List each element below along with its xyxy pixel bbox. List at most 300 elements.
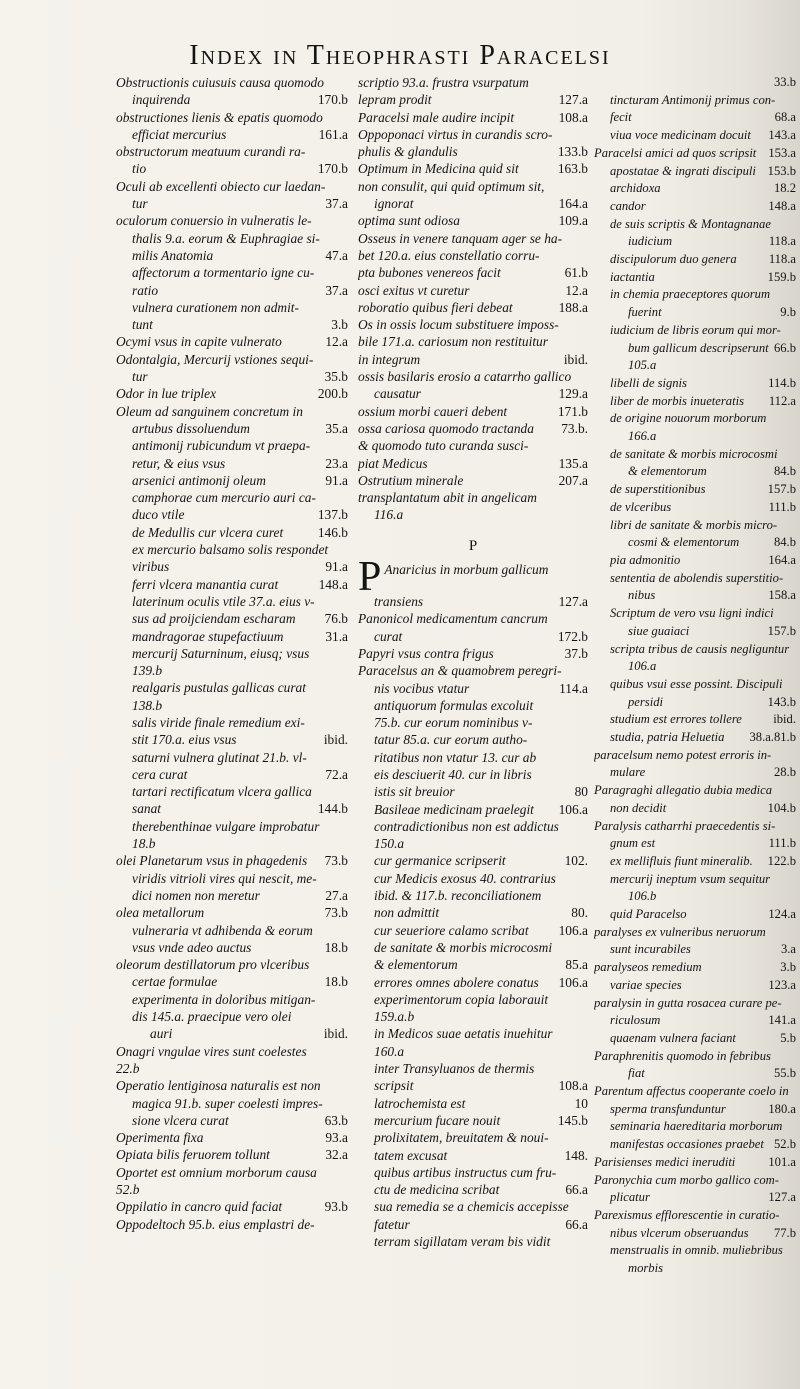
index-line (594, 641, 796, 659)
page-ref: 76.b (324, 611, 348, 627)
page-ref: 35.b (324, 369, 348, 385)
index-line (594, 1154, 796, 1172)
page-ref: 33.b (773, 75, 796, 89)
index-line (116, 1060, 348, 1077)
index-line (594, 552, 796, 570)
entry-text: prolixitatem, breuitatem & noui- (374, 1130, 549, 1146)
entry-text: non consulit, qui quid optimum sit, (358, 178, 545, 194)
entry-text: tatem excusat (374, 1147, 448, 1163)
index-line (116, 749, 348, 766)
entry-text: sperma transfunduntur (610, 1101, 726, 1116)
entry-text: quid Paracelso (610, 907, 687, 922)
page-ref (344, 489, 348, 506)
index-line (116, 593, 348, 610)
entry-text: paralyses ex vulneribus neruorum (594, 924, 766, 939)
entry-text: scripsit (374, 1078, 414, 1094)
page-ref: 68.a (774, 110, 796, 125)
index-line (594, 534, 796, 552)
page-ref (584, 991, 588, 1008)
page-ref: 5.b (780, 1030, 796, 1045)
page-ref (344, 1060, 348, 1077)
page-ref: 170.b (317, 161, 348, 177)
entry-text: Opiata bilis feruorem tollunt (116, 1147, 270, 1163)
page-ref: 84.b (773, 535, 796, 550)
page-ref: 122.b (767, 853, 796, 868)
entry-text: Paralysis catharrhi praecedentis si- (594, 818, 776, 833)
page-ref: 77.b (773, 1225, 796, 1240)
entry-text: cur germanice scripserit (374, 853, 506, 869)
page-ref (584, 1008, 588, 1025)
entry-text: Os in ossis locum substituere imposs- (358, 317, 559, 333)
entry-text: cur seueriore calamo scribat (374, 922, 529, 938)
page-ref: 12.a (565, 282, 588, 298)
page-ref (792, 428, 796, 446)
page-ref: 111.b (768, 836, 796, 851)
index-line (358, 939, 588, 956)
entry-text: duco vtile (132, 507, 185, 523)
entry-text: iudicium (628, 234, 673, 249)
page-ref (584, 247, 588, 264)
entry-text: Paragraghi allegatio dubia medica (594, 783, 773, 798)
index-line (358, 178, 588, 195)
page-ref (584, 714, 588, 731)
page-ref (792, 92, 796, 110)
index-line (594, 764, 796, 782)
entry-text: tunt (132, 317, 153, 333)
index-line (116, 558, 348, 575)
page-ref (344, 212, 348, 229)
entry-text: therebenthinae vulgare improbatur (132, 818, 320, 834)
entry-text: persidi (628, 694, 663, 709)
entry-text: fuerint (628, 305, 662, 320)
entry-text: Paracelsus an & quamobrem peregri- (358, 663, 562, 679)
index-line (358, 1077, 588, 1094)
page-ref: 109.a (558, 213, 588, 229)
entry-text: 18.b (132, 836, 156, 852)
page-ref: 18.b (324, 974, 348, 990)
entry-text: gnum est (610, 836, 656, 851)
page-ref: 180.a (768, 1101, 796, 1116)
page-ref (344, 714, 348, 731)
page-ref: 93.b (324, 1199, 348, 1215)
index-line (358, 91, 588, 108)
page-ref: 161.a (318, 126, 348, 142)
entry-text: sanat (132, 801, 162, 817)
index-line (116, 143, 348, 160)
entry-text: ratio (132, 282, 159, 298)
page-ref: 148. (564, 1147, 588, 1163)
page-ref: 31.a (325, 628, 348, 644)
entry-text: pta bubones venereos facit (358, 265, 501, 281)
index-line (358, 212, 588, 229)
index-line (358, 680, 588, 697)
index-line (358, 714, 588, 731)
entry-text: sus ad proijciendam escharam (132, 611, 296, 627)
index-line (116, 576, 348, 593)
page-ref: 164.a (768, 552, 796, 567)
index-line (358, 472, 588, 489)
entry-text: antimonij rubicundum vt praepa- (132, 438, 311, 454)
index-line (358, 126, 588, 143)
entry-text: magica 91.b. super coelesti impres- (132, 1095, 323, 1111)
page-ref (344, 178, 348, 195)
entry-text: Operatio lentiginosa naturalis est non (116, 1078, 321, 1094)
entry-text: laterinum oculis vtile 37.a. eius v- (132, 593, 315, 609)
page-ref (344, 679, 348, 696)
page-ref: 146.b (317, 524, 348, 540)
page-ref: 127.a (768, 1190, 796, 1205)
page-ref (584, 230, 588, 247)
index-line (594, 570, 796, 588)
entry-text: olei Planetarum vsus in phagedenis (116, 853, 308, 869)
index-line (594, 304, 796, 322)
index-line (116, 956, 348, 973)
entry-text: curat (374, 628, 403, 644)
page-ref: 27.a (325, 887, 348, 903)
entry-text: ex mercurio balsamo solis respondet (132, 542, 329, 558)
index-line (116, 835, 348, 852)
page-ref (584, 1198, 588, 1215)
entry-text: ossis basilaris erosio a catarrho gallico (358, 369, 572, 385)
entry-text: mercurij ineptum vsum sequitur (610, 871, 771, 886)
entry-text: Osseus in venere tanquam ager se ha- (358, 230, 563, 246)
entry-text: Odontalgia, Mercurij vstiones sequi- (116, 351, 314, 367)
index-line (594, 1172, 796, 1190)
entry-text: de vlceribus (610, 499, 672, 514)
entry-text: osci exitus vt curetur (358, 282, 470, 298)
page-ref (792, 641, 796, 659)
page-ref (344, 1008, 348, 1025)
page-ref (584, 1233, 588, 1250)
entry-text: ossium morbi caueri debent (358, 403, 508, 419)
entry-text: 22.b (116, 1060, 140, 1076)
index-line (594, 446, 796, 464)
page-ref: 114.b (768, 375, 796, 390)
index-line (594, 1048, 796, 1066)
index-line (358, 766, 588, 783)
index-line (594, 747, 796, 765)
page-ref: 3.a (780, 942, 796, 957)
entry-text: 75.b. cur eorum nominibus v- (374, 715, 533, 731)
entry-text: nis vocibus vtatur (374, 680, 470, 696)
index-line (116, 247, 348, 264)
entry-text: experimentorum copia laborauit (374, 991, 549, 1007)
index-line (594, 676, 796, 694)
entry-text: cera curat (132, 766, 188, 782)
page-ref (584, 1164, 588, 1181)
page-ref: 63.b (324, 1112, 348, 1128)
page-ref (792, 747, 796, 765)
index-line (358, 1181, 588, 1198)
index-line (594, 871, 796, 889)
index-line (116, 351, 348, 368)
index-line (116, 697, 348, 714)
page-ref: 207.a (558, 472, 588, 488)
index-column-3 (594, 74, 796, 1389)
index-line (594, 782, 796, 800)
page-header: Index in Theophrasti Paracelsi (189, 40, 611, 71)
entry-text: phulis & glandulis (358, 144, 458, 160)
entry-text: ferri vlcera manantia curat (132, 576, 279, 592)
page-ref: 200.b (317, 386, 348, 402)
dropcap-entry (358, 554, 588, 601)
page-ref (344, 1216, 348, 1233)
index-line (358, 506, 588, 523)
page-ref (584, 887, 588, 904)
page-ref: ibid. (563, 351, 588, 367)
page-ref: 144.b (317, 801, 348, 817)
index-line (116, 1095, 348, 1112)
index-line (358, 1147, 588, 1164)
page-ref: 148.a (768, 198, 796, 213)
entry-text: inquirenda (132, 92, 191, 108)
page-ref (792, 924, 796, 942)
page-ref: 106.a (558, 922, 588, 938)
index-line (594, 375, 796, 393)
entry-text: 105.a (628, 358, 657, 373)
index-line (116, 818, 348, 835)
entry-text: affectorum a tormentario igne cu- (132, 265, 315, 281)
entry-text: de Medullis cur vlcera curet (132, 524, 284, 540)
page-ref (792, 782, 796, 800)
entry-text: auri (150, 1026, 173, 1042)
index-line (594, 481, 796, 499)
entry-text: bile 171.a. cariosum non restituitur (358, 334, 548, 350)
index-line (594, 410, 796, 428)
index-line (594, 729, 796, 747)
page-ref: 80. (571, 905, 588, 921)
entry-text: viridis vitrioli vires qui nescit, me- (132, 870, 317, 886)
page-ref: 170.b (317, 92, 348, 108)
index-line (594, 233, 796, 251)
entry-text: olea metallorum (116, 905, 205, 921)
entry-text: de sanitate & morbis microcosmi (374, 939, 553, 955)
entry-text: Scriptum de vero vsu ligni indici (610, 606, 774, 621)
entry-text: libri de sanitate & morbis micro- (610, 517, 778, 532)
index-line (116, 645, 348, 662)
page-ref (584, 731, 588, 748)
page-ref: 9.b (780, 305, 796, 320)
index-line (116, 1112, 348, 1129)
index-line (358, 316, 588, 333)
index-line (116, 74, 348, 91)
page-ref: 80 (574, 784, 588, 800)
page-ref (344, 541, 348, 558)
entry-text: paralyseos remedium (594, 960, 702, 975)
page-ref: 153.b (767, 163, 796, 178)
page-ref: 18.2 (773, 181, 796, 196)
entry-text: Paracelsi amici ad quos scripsit (594, 145, 757, 160)
index-line (116, 1025, 348, 1042)
index-line (594, 393, 796, 411)
page-ref (584, 766, 588, 783)
index-line (594, 74, 796, 92)
page-ref: 143.a (768, 128, 796, 143)
page-ref (584, 74, 588, 91)
index-line (594, 1083, 796, 1101)
entry-text: scripta tribus de causis negliguntur (610, 641, 790, 656)
index-line (594, 658, 796, 676)
entry-text: ibid. & 117.b. reconciliationem (374, 888, 542, 904)
entry-text: Paracelsi male audire incipit (358, 109, 515, 125)
page-ref (792, 1260, 796, 1278)
page-ref: ibid. (323, 732, 348, 748)
page-ref (792, 676, 796, 694)
index-line (116, 403, 348, 420)
page-ref (344, 264, 348, 281)
index-line (116, 1216, 348, 1233)
index-line (594, 216, 796, 234)
index-line (594, 92, 796, 110)
index-line (116, 991, 348, 1008)
index-line (116, 1043, 348, 1060)
entry-text: Anaricius in morbum gallicum (384, 562, 549, 578)
entry-text: Onagri vngulae vires sunt coelestes (116, 1043, 307, 1059)
entry-text: tur (132, 196, 148, 212)
page-ref: 137.b (317, 507, 348, 523)
page-ref (584, 1060, 588, 1077)
entry-text: milis Anatomia (132, 247, 214, 263)
index-line (116, 887, 348, 904)
index-line (358, 489, 588, 506)
index-line (594, 605, 796, 623)
page-ref (792, 871, 796, 889)
page-ref: ibid. (323, 1026, 348, 1042)
entry-text: experimenta in doloribus mitigan- (132, 991, 316, 1007)
index-line (116, 385, 348, 402)
page-ref (584, 1043, 588, 1060)
entry-text: efficiat mercurius (132, 126, 227, 142)
index-line (116, 783, 348, 800)
entry-text: sua remedia se a chemicis accepisse (374, 1199, 569, 1215)
page-ref: 3.b (780, 960, 796, 975)
page-ref: 171.b (557, 403, 588, 419)
page-ref: 12.a (325, 334, 348, 350)
page-ref: ibid. (773, 712, 796, 727)
index-line (358, 991, 588, 1008)
index-line (358, 74, 588, 91)
page-ref: 172.b (557, 628, 588, 644)
index-line (358, 749, 588, 766)
page-ref: 73.b (324, 905, 348, 921)
page-ref (584, 818, 588, 835)
index-line (384, 561, 588, 578)
page-ref (584, 126, 588, 143)
index-line (358, 368, 588, 385)
page-ref (792, 357, 796, 375)
index-line (358, 870, 588, 887)
page-ref (344, 143, 348, 160)
entry-text: tio (132, 161, 147, 177)
index-line (358, 403, 588, 420)
index-line (116, 870, 348, 887)
entry-text: in Medicos suae aetatis inuehitur (374, 1026, 553, 1042)
index-line (594, 800, 796, 818)
index-line (594, 906, 796, 924)
entry-text: iudicium de libris eorum qui mor- (610, 322, 781, 337)
index-line (594, 1207, 796, 1225)
page-ref (584, 506, 588, 523)
entry-text: Oportet est omnium morborum causa (116, 1164, 317, 1180)
index-line (594, 269, 796, 287)
page-ref (344, 1077, 348, 1094)
entry-text: bet 120.a. eius constellatio corru- (358, 247, 540, 263)
entry-text: paralysin in gutta rosacea curare pe- (594, 995, 782, 1010)
index-line (116, 316, 348, 333)
page-ref: 66.a (565, 1216, 588, 1232)
index-line (594, 835, 796, 853)
index-line (358, 835, 588, 852)
entry-text: & elementorum (628, 464, 707, 479)
page-ref (792, 322, 796, 340)
index-line (594, 853, 796, 871)
entry-text: Parexismus efflorescentie in curatio- (594, 1208, 780, 1222)
entry-text: Basileae medicinam praelegit (374, 801, 534, 817)
page-ref: 127.a (558, 92, 588, 108)
page-ref: 23.a (325, 455, 348, 471)
entry-text: inter Transyluanos de thermis (374, 1061, 535, 1077)
entry-text: in integrum (358, 351, 421, 367)
page-ref: 73.b (324, 853, 348, 869)
entry-text: obstructiones lienis & epatis quomodo (116, 109, 323, 125)
page-ref: 157.b (767, 482, 796, 497)
index-line (594, 180, 796, 198)
index-line (594, 888, 796, 906)
entry-text: studia, patria Heluetia (610, 730, 725, 745)
index-line (116, 852, 348, 869)
entry-text: variae species (610, 977, 682, 992)
entry-text: ossa cariosa quomodo tractanda (358, 420, 534, 436)
entry-text: in chemia praeceptores quorum (610, 287, 771, 302)
page-ref (584, 610, 588, 627)
index-line (116, 973, 348, 990)
index-line (358, 1095, 588, 1112)
index-line (358, 697, 588, 714)
entry-text: Oppoponaci virtus in curandis scro- (358, 126, 553, 142)
entry-text: liber de morbis inueteratis (610, 393, 744, 408)
index-line (116, 489, 348, 506)
page-ref (344, 437, 348, 454)
entry-text: terram sigillatam veram bis vidit (374, 1234, 551, 1249)
page-ref: 153.a (768, 145, 796, 160)
page-ref (792, 1207, 796, 1225)
entry-text: sunt incurabiles (610, 942, 691, 957)
index-line (358, 1216, 588, 1233)
index-line (116, 437, 348, 454)
index-line (594, 587, 796, 605)
index-line (358, 1164, 588, 1181)
index-line (594, 1012, 796, 1030)
entry-text: fatetur (374, 1216, 410, 1232)
index-line (594, 711, 796, 729)
index-line (594, 499, 796, 517)
index-line (116, 126, 348, 143)
entry-text: certae formulae (132, 974, 218, 990)
index-line (116, 800, 348, 817)
index-line (358, 1129, 588, 1146)
entry-text: riculosum (610, 1013, 661, 1028)
index-line (116, 628, 348, 645)
entry-text: ctu de medicina scribat (374, 1182, 500, 1198)
index-line (358, 1233, 588, 1250)
index-line (594, 1065, 796, 1083)
entry-text: Ocymi vsus in capite vulnerato (116, 334, 282, 350)
entry-text: latrochemista est (374, 1095, 466, 1111)
page-ref (344, 835, 348, 852)
page-ref: 159.b (767, 269, 796, 284)
index-line (358, 593, 588, 610)
entry-text: 106.a (628, 659, 657, 674)
